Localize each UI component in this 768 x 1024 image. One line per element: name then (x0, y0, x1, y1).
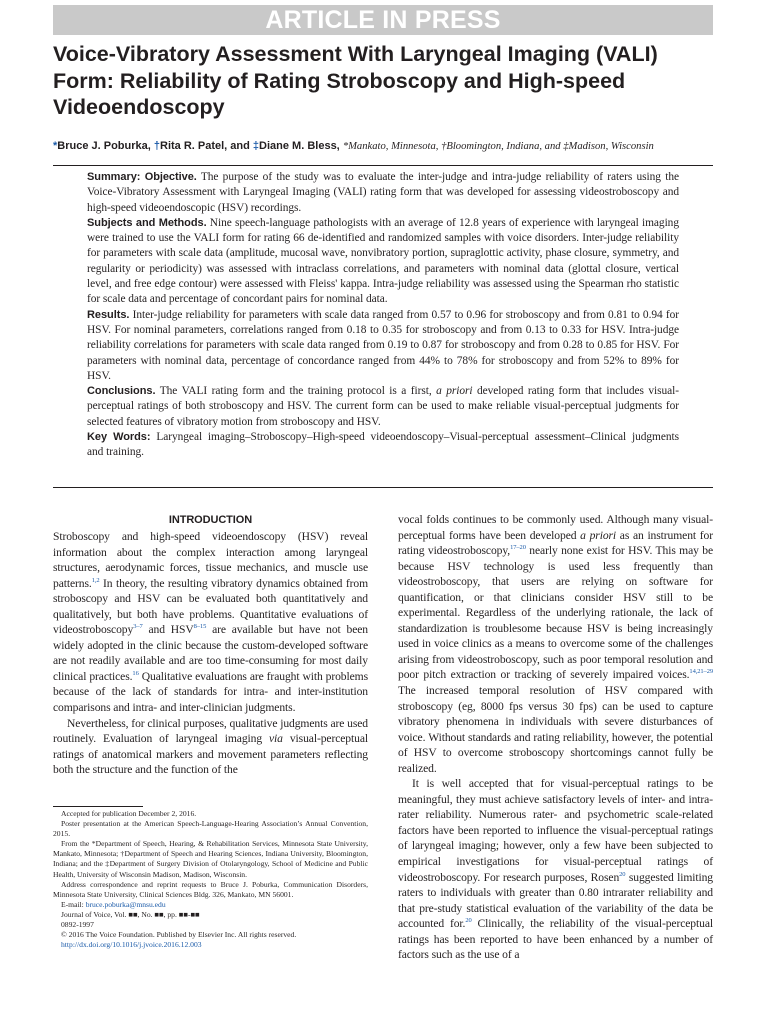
abstract-objective (87, 170, 679, 216)
body-text: vocal folds continues to be commonly used. Although many visual-perceptual forms have been developed (398, 513, 713, 542)
author-line (53, 139, 723, 154)
article-in-press-banner: ARTICLE IN PRESS (53, 5, 713, 35)
author-mark: ‡ (252, 140, 260, 152)
summary-label: Summary: (87, 171, 141, 183)
footnote-rule (53, 806, 143, 807)
intro-paragraph-1 (53, 529, 368, 716)
intro-paragraph-3 (398, 512, 713, 776)
citation-link[interactable]: 3–7 (133, 623, 143, 631)
conclusions-text: The VALI rating form and the training protocol is a first, (159, 385, 437, 398)
methods-text: Nine speech-language pathologists with an average of 12.8 years of experience with laryngeal imaging were trained to use the VALI form for rating 66 de-identified and randomized samples with voice disorders. Inter-judge reliability for parameters with scale data (amplitude, mucosal wave, nonvibratory portion, supraglottic activity, phase closure, symmetry, and regularity or periodicity) was assessed with intraclass correlations, and parameters with nominal data (glottal closure, vertical level, and free edge contour) were assessed with Fleiss' kappa. Intra-judge reliability was assessed using the Spearman rho statistic for scale data and percentage of concordant pairs for nominal data. (87, 216, 679, 306)
body-text: The increased temporal resolution of HSV compared with stroboscopy (eg, 8000 fps versus 30 fps) can be used to capture vibratory phenomena in individuals with severe disturbances of voice. Without standards and rating reliability, however, the potential of HSV to overcome stroboscopy shortcomings cannot fully be realized. (398, 684, 713, 775)
abstract-methods (87, 216, 679, 308)
intro-paragraph-4 (398, 776, 713, 963)
author-affiliations: *Mankato, Minnesota, †Bloomington, Indiana, and ‡Madison, Wisconsin (342, 141, 654, 152)
citation-link[interactable]: 20 (465, 917, 472, 925)
body-text: It is well accepted that for visual-perceptual ratings to be meaningful, they must achieve satisfactory levels of inter- and intra-rater reliability. Numerous rater- and psychometric scale-related factors have been reported to influence the visual-perceptual ratings of laryngeal imaging; however, only a few have been subjected to empirical investigations for visual-perceptual ratings of videostroboscopy. For research purposes, Rosen (398, 777, 713, 884)
body-text: nearly none exist for HSV. This may be because HSV technology is used less frequently than videostroboscopy, that users are relying on software for quantification, or that clinicians consider HSV still to be experimental. Regardless of the underlying rationale, the lack of standardization is troublesome because HSV is being increasingly used in voice clinics as a means to overcome some of the challenges arising from videostroboscopy, such as poor temporal resolution and poor pitch extraction or tracking of severely impaired voices. (398, 544, 713, 682)
abstract-top-rule (53, 165, 713, 166)
citation-link[interactable]: 14,21–29 (689, 668, 713, 676)
conclusions-text: developed rating form that includes visual-perceptual ratings of both stroboscopy and HSV. The current form can be used to make reliable visual-perceptual judgments for selected features of vibratory motion from stroboscopy and HSV. (87, 385, 680, 428)
body-text: suggested limiting raters to individuals with greater than 0.80 intrarater reliability and that pre-study statistical evaluation of the variability of the data be accounted for. (398, 870, 714, 931)
keywords-text: Laryngeal imaging–Stroboscopy–High-speed videoendoscopy–Visual-perceptual assessment–Clinical judgments and training. (87, 431, 679, 459)
abstract-bottom-rule (53, 487, 713, 488)
body-text: as an instrument for rating videostroboscopy, (398, 528, 713, 558)
body-text: visual-perceptual ratings of anatomical markers and movement parameters reflecting both the structure and the function of the (53, 732, 368, 777)
author-name: Rita R. Patel, and (160, 140, 253, 152)
abstract (87, 170, 679, 461)
body-text: Qualitative evaluations are fraught with problems because of the lack of standards for intra- and inter-institution comparisons and intra- and inter-clinician judgments. (53, 669, 369, 715)
author-name: Bruce J. Poburka, (57, 140, 154, 152)
citation-link[interactable]: 17–20 (510, 544, 526, 552)
citation-link[interactable]: 8–15 (193, 623, 207, 631)
keywords-label: Key Words: (87, 431, 151, 444)
body-text: In theory, the resulting vibratory dynamics obtained from stroboscopy and HSV can be evaluated both quantitatively and qualitatively, but both have problems. Quantitative evaluations of videostroboscopy (53, 576, 368, 637)
body-text: Nevertheless, for clinical purposes, qualitative judgments are used routinely. Evaluation of laryngeal imaging (53, 716, 368, 746)
body-emphasis: via (269, 732, 283, 746)
citation-link[interactable]: 1,2 (91, 576, 100, 584)
citation-link[interactable]: 20 (619, 870, 626, 878)
citation-link[interactable]: 16 (132, 670, 139, 678)
article-title: Voice-Vibratory Assessment With Laryngeal Imaging (VALI) Form: Reliability of Rating Stroboscopy and High-speed Videoendoscopy (53, 42, 658, 119)
footnote-journal: Journal of Voice, Vol. ■■, No. ■■, pp. ■■-■■ (61, 909, 200, 919)
left-column (53, 512, 368, 778)
body-emphasis: a priori (580, 528, 617, 542)
body-text: Stroboscopy and high-speed videoendoscopy (HSV) reveal information about the complex interaction among laryngeal structures, aerodynamic forces, tissue mechanics, and muscle use patterns. (53, 530, 368, 590)
body-text: Clinically, the reliability of the visual-perceptual ratings has been reported to have been enhanced by a number of factors such as the use of a (398, 917, 713, 962)
footnotes (53, 809, 368, 950)
footnote-poster: Poster presentation at the American Speech-Language-Hearing Association’s Annual Convention, 2015. (53, 819, 368, 839)
author-mark: † (153, 140, 160, 152)
footnote-copyright: © 2016 The Voice Foundation. Published by Elsevier Inc. All rights reserved. (61, 930, 297, 940)
results-text: Inter-judge reliability for parameters with scale data ranged from 0.57 to 0.96 for stroboscopy and from 0.81 to 0.94 for HSV. For nominal parameters, correlations ranged from 0.18 to 0.35 for stroboscopy and from 0.13 to 0.33 for HSV. Intra-judge reliability correlations for parameters with scale data ranged from 0.19 to 0.87 for stroboscopy and from 0.28 to 0.85 for HSV. For parameters with nominal data, percentage of concordance ranged from 44% to 78% for stroboscopy and from 52% to 89% for HSV. (87, 308, 679, 382)
conclusions-emphasis: a priori (436, 385, 473, 398)
footnote-affiliations: From the *Department of Speech, Hearing, & Rehabilitation Services, Minnesota State University, Mankato, Minnesota; †Department of Speech and Hearing Sciences, Indiana University, Bloomington, Indiana; and the ‡Department of Surgery Division of Otolaryngology, School of Medicine and Public Health, University of Wisconsin Madison, Madison, Wisconsin. (53, 839, 368, 879)
abstract-conclusions (87, 384, 679, 430)
objective-text: The purpose of the study was to evaluate the inter-judge and intra-judge reliability of raters using the Voice-Vibratory Assessment with Laryngeal Imaging (VALI) rating form that was developed for assessing videostroboscopy and high-speed videoendoscopic (HSV) recordings. (87, 171, 679, 214)
email-label: E-mail: (61, 899, 86, 909)
body-text: are available but have not been widely adopted in the clinic because the custom-developed software are not readily available and are too time-consuming for most daily clinical practices. (53, 623, 368, 683)
author-mark: * (53, 140, 58, 152)
footnote-email-line (53, 900, 368, 910)
doi-link[interactable]: http://dx.doi.org/10.1016/j.jvoice.2016.12.003 (61, 940, 202, 950)
intro-paragraph-2 (53, 716, 368, 778)
body-text: and HSV (142, 623, 194, 637)
right-column (398, 512, 713, 963)
email-link[interactable]: bruce.poburka@mnsu.edu (85, 899, 166, 909)
footnote-accepted: Accepted for publication December 2, 2016. (61, 809, 197, 818)
conclusions-label: Conclusions. (87, 385, 156, 398)
footnote-address: Address correspondence and reprint requests to Bruce J. Poburka, Communication Disorders, Minnesota State University, Clinical Sciences Bldg. 326, Mankato, MN 56001. (53, 879, 368, 899)
abstract-results (87, 308, 679, 384)
author-name: Diane M. Bless, (259, 140, 343, 152)
objective-label: Objective. (144, 171, 197, 183)
methods-label: Subjects and Methods. (87, 216, 207, 229)
results-label: Results. (87, 308, 130, 321)
introduction-heading: INTRODUCTION (168, 514, 253, 526)
footnote-issn: 0892-1997 (61, 920, 94, 930)
abstract-keywords (87, 430, 679, 461)
